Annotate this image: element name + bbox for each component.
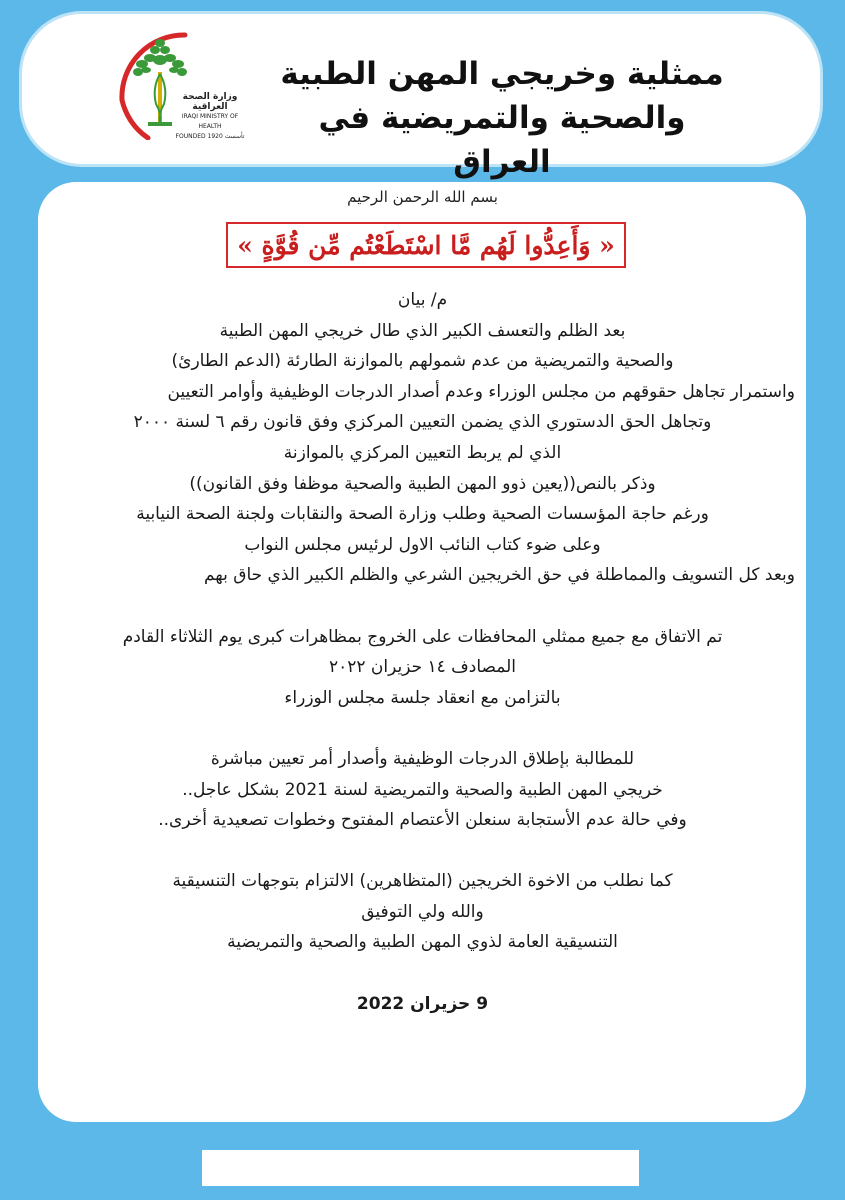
letter-line: خريجي المهن الطبية والصحية والتمريضية لسنة 2021 بشكل عاجل.. <box>182 779 663 800</box>
logo-founded-ar: تأسست <box>224 133 245 140</box>
letter-line: وبعد كل التسويف والمماطلة في حق الخريجين الشرعي والظلم الكبير الذي حاق بهم <box>203 565 795 586</box>
bottom-blank-bar <box>202 1150 639 1186</box>
letter-line: والصحية والتمريضية من عدم شمولهم بالموازنة الطارئة (الدعم الطارئ) <box>171 351 674 372</box>
logo-caption <box>170 92 250 142</box>
logo-name-en: IRAQI MINISTRY OF HEALTH <box>181 113 239 130</box>
paragraph-gap <box>50 713 795 744</box>
header-title-line1: ممثلية وخريجي المهن الطبية <box>280 56 724 92</box>
logo-founded-en: FOUNDED 1920 <box>175 133 223 140</box>
letter-line: الذي لم يربط التعيين المركزي بالموازنة <box>283 442 562 463</box>
letter-body <box>50 285 795 1019</box>
letter-line: واستمرار تجاهل حقوقهم من مجلس الوزراء وعدم أصدار الدرجات الوظيفية وأوامر التعيين <box>167 381 795 402</box>
letter-date: 9 حزيران 2022 <box>356 993 489 1014</box>
logo-founded <box>170 132 250 142</box>
quran-verse: « وَأَعِدُّوا لَهُم مَّا اسْتَطَعْتُم مِّن قُوَّةٍ » <box>237 230 615 260</box>
letter-line: والله ولي التوفيق <box>361 901 484 922</box>
letter-line: وتجاهل الحق الدستوري الذي يضمن التعيين المركزي وفق قانون رقم ٦ لسنة ٢٠٠٠ <box>133 412 712 433</box>
letter-subject: م/ بيان <box>397 290 448 310</box>
letter-line: وذكر بالنص((يعين ذوو المهن الطبية والصحية موظفا وفق القانون)) <box>189 473 656 494</box>
letter-line: وفي حالة عدم الأستجابة سنعلن الأعتصام المفتوح وخطوات تصعيدية أخرى.. <box>158 810 687 831</box>
header-title <box>272 52 732 184</box>
paragraph-gap <box>50 958 795 989</box>
letter-line: بالتزامن مع انعقاد جلسة مجلس الوزراء <box>284 687 561 708</box>
letter-line: للمطالبة بإطلاق الدرجات الوظيفية وأصدار أمر تعيين مباشرة <box>210 748 635 769</box>
paragraph-gap <box>50 836 795 867</box>
letter-line: تم الاتفاق مع جميع ممثلي المحافظات على الخروج بمظاهرات كبرى يوم الثلاثاء القادم <box>122 626 723 647</box>
header-title-line2: والصحية والتمريضية في العراق <box>318 100 686 180</box>
letter-line: التنسيقية العامة لذوي المهن الطبية والصحية والتمريضية <box>227 932 618 953</box>
letter-line: كما نطلب من الاخوة الخريجين (المتظاهرين) الالتزام بتوجهات التنسيقية <box>172 871 673 892</box>
basmala: بسم الله الرحمن الرحيم <box>347 188 498 206</box>
letter-line: وعلى ضوء كتاب النائب الاول لرئيس مجلس النواب <box>244 534 601 555</box>
letter-line: المصادف ١٤ حزيران ٢٠٢٢ <box>328 657 517 678</box>
logo-name-ar: وزارة الصحة العراقية <box>182 92 238 112</box>
letter-line: بعد الظلم والتعسف الكبير الذي طال خريجي المهن الطبية <box>219 320 626 341</box>
paragraph-gap <box>50 591 795 622</box>
quran-verse-box <box>226 222 626 268</box>
letter-line: ورغم حاجة المؤسسات الصحية وطلب وزارة الصحة والنقابات ولجنة الصحة النيابية <box>136 504 709 525</box>
